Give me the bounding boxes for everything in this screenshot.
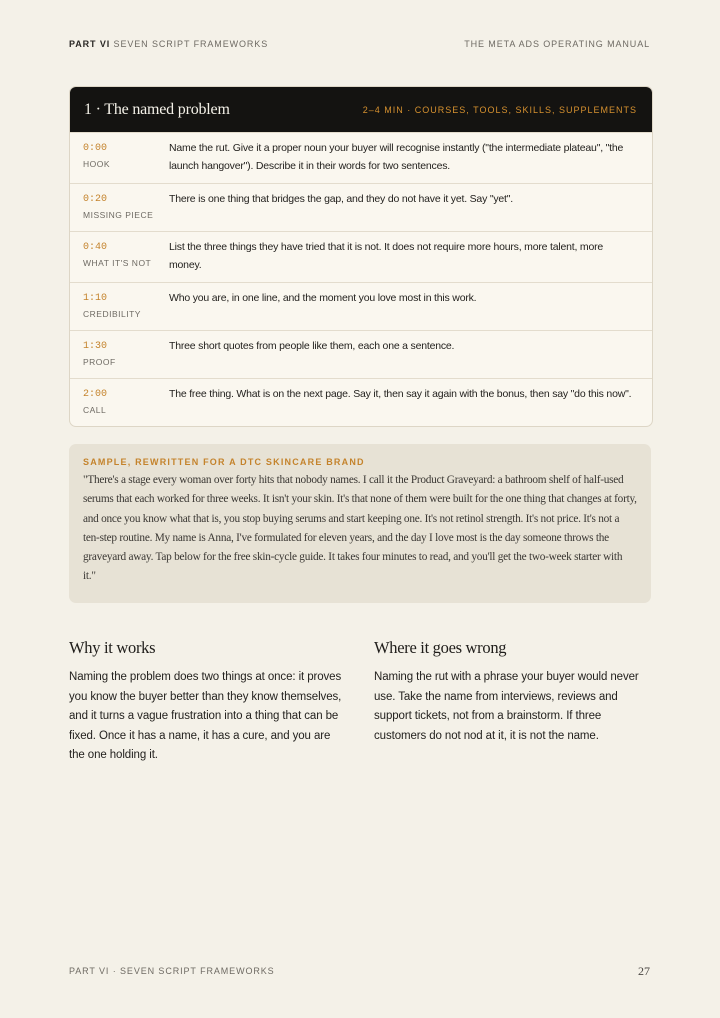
beat-text: Who you are, in one line, and the moment you love most in this work. bbox=[169, 292, 477, 304]
running-head bbox=[69, 39, 650, 49]
beat-text: The free thing. What is on the next page. Say it, then say it again with the bonus, then say "do this now". bbox=[169, 388, 632, 400]
beat-time: 0:40 bbox=[83, 242, 108, 253]
beat-label: MISSING PIECE bbox=[83, 210, 154, 220]
why-it-works-column bbox=[69, 638, 345, 766]
sample-quote: "There's a stage every woman over forty hits that nobody names. I call it the Product Graveyard: a bathroom shelf of half-used serums that each worked for three weeks. It isn't your skin. It's that none of them were built for the one thing that changes at forty, and once you know what that is, you stop buying serums and start keeping one. It's not retinol strength. It's not price. It's not a ten-step routine. My name is Anna, I've formulated for eleven years, and the day I love most is the day someone throws the graveyard away. Tap below for the free skin-cycle guide. It takes four minutes to read, and you'll get the two-week starter with it." bbox=[83, 474, 637, 583]
beat-row bbox=[70, 132, 652, 183]
beat-label: HOOK bbox=[83, 159, 111, 169]
where-it-goes-wrong-column bbox=[374, 638, 650, 746]
beat-row bbox=[70, 282, 652, 330]
beat-time: 0:20 bbox=[83, 194, 108, 205]
footer-section: PART VI · SEVEN SCRIPT FRAMEWORKS bbox=[69, 966, 275, 976]
where-it-goes-wrong-heading: Where it goes wrong bbox=[374, 638, 507, 657]
beat-label: CREDIBILITY bbox=[83, 309, 141, 319]
beat-text: Name the rut. Give it a proper noun your buyer will recognise instantly ("the intermediate plateau", "the launch hangover"). Describe it in their words for two sentences. bbox=[169, 142, 624, 172]
framework-meta: 2–4 MIN · COURSES, TOOLS, SKILLS, SUPPLEMENTS bbox=[362, 104, 637, 115]
running-head-section bbox=[69, 39, 268, 49]
beat-row bbox=[70, 231, 652, 282]
why-it-works-heading: Why it works bbox=[69, 638, 156, 657]
sample-box bbox=[69, 444, 651, 603]
beat-label: CALL bbox=[83, 405, 107, 415]
why-it-works-body: Naming the problem does two things at once: it proves you know the buyer better than they know themselves, and it turns a vague frustration into a thing that can be fixed. Once it has a name, it has a cure, and you are the one holding it. bbox=[69, 671, 342, 761]
beat-text: There is one thing that bridges the gap, and they do not have it yet. Say "yet". bbox=[169, 193, 514, 205]
framework-card-header bbox=[70, 87, 652, 132]
beat-time: 1:30 bbox=[83, 341, 108, 352]
framework-card bbox=[69, 86, 653, 427]
beat-label: WHAT IT'S NOT bbox=[83, 258, 152, 268]
beat-row bbox=[70, 378, 652, 426]
page-number: 27 bbox=[638, 964, 650, 978]
beat-row bbox=[70, 330, 652, 378]
beat-time: 1:10 bbox=[83, 293, 108, 304]
manual-title: THE META ADS OPERATING MANUAL bbox=[464, 39, 650, 49]
where-it-goes-wrong-body: Naming the rut with a phrase your buyer would never use. Take the name from interviews, reviews and support tickets, not from a brainstorm. If three customers do not nod at it, it is not the name. bbox=[374, 671, 639, 742]
sample-label: SAMPLE, REWRITTEN FOR A DTC SKINCARE BRAND bbox=[83, 457, 365, 467]
beat-row bbox=[70, 183, 652, 231]
beat-text: List the three things they have tried that it is not. It does not require more hours, more talent, more money. bbox=[169, 241, 604, 271]
beat-time: 2:00 bbox=[83, 389, 108, 400]
beat-time: 0:00 bbox=[83, 143, 108, 154]
part-label: PART VI bbox=[69, 39, 111, 49]
beat-label: PROOF bbox=[83, 357, 116, 367]
beat-text: Three short quotes from people like them, each one a sentence. bbox=[169, 340, 455, 352]
framework-title: 1 · The named problem bbox=[84, 100, 230, 118]
section-label: SEVEN SCRIPT FRAMEWORKS bbox=[113, 39, 269, 49]
